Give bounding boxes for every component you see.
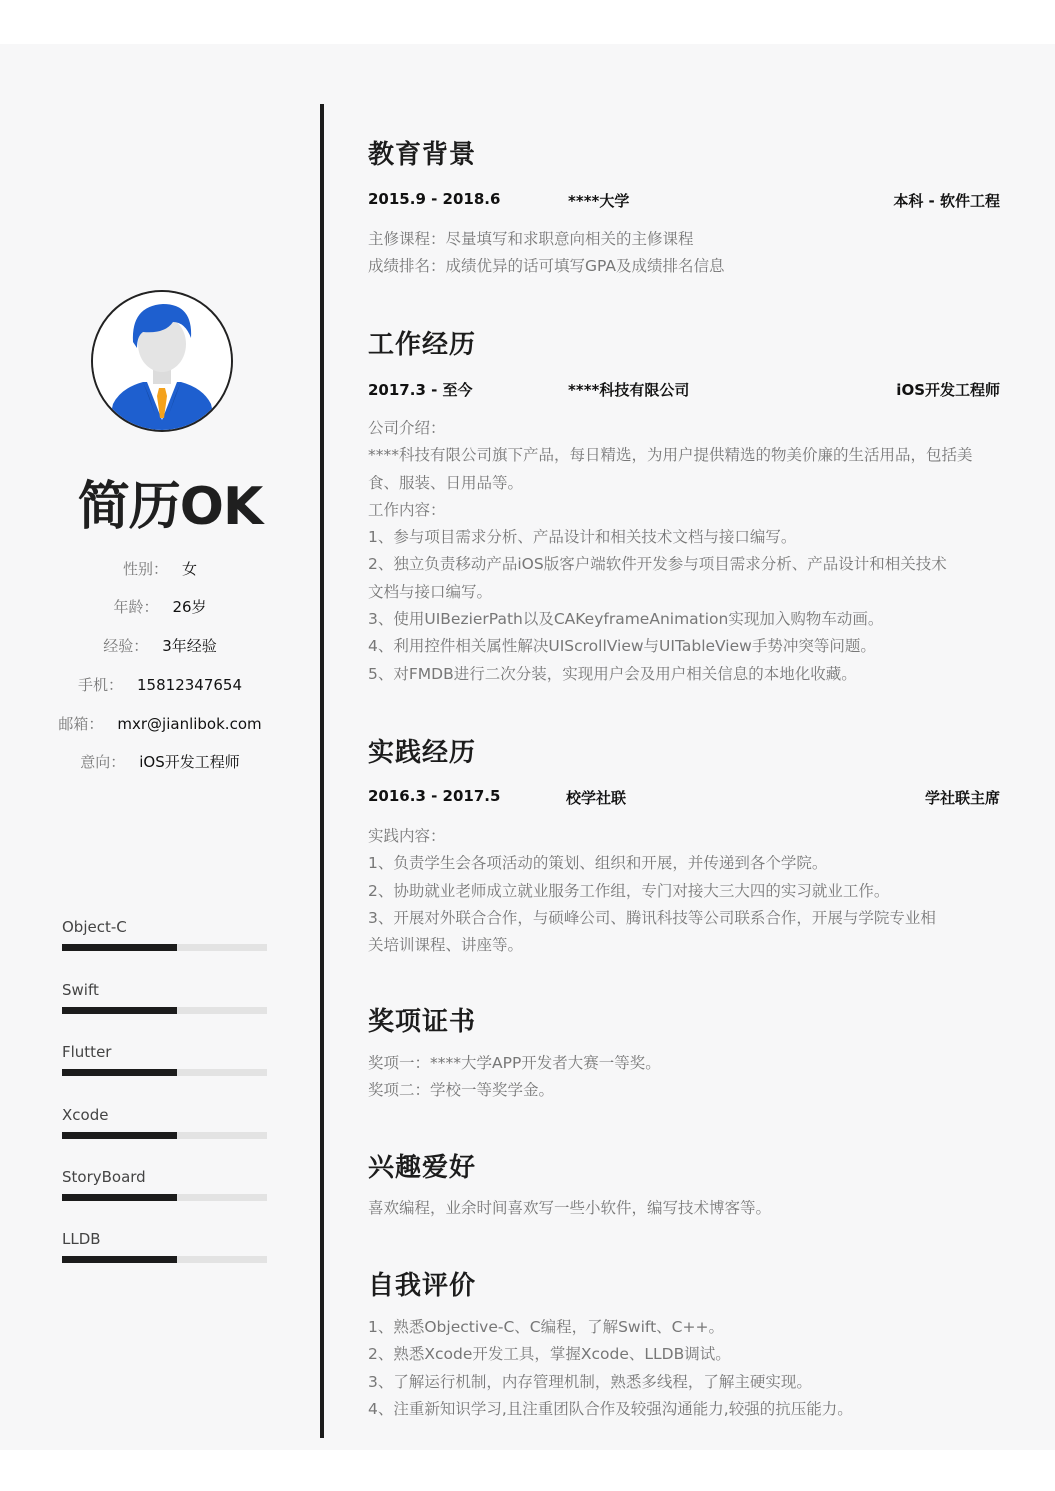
avatar-person-icon bbox=[93, 292, 231, 430]
info-label: 意向： bbox=[80, 753, 126, 771]
text-line: ****科技有限公司旗下产品，每日精选，为用户提供精选的物美价廉的生活用品，包括美 bbox=[368, 446, 973, 465]
section-title: 奖项证书 bbox=[368, 1007, 477, 1037]
section-title: 实践经历 bbox=[368, 738, 477, 768]
work-company: ****科技有限公司 bbox=[568, 381, 690, 399]
skill-name: Object-C bbox=[62, 918, 127, 936]
text-line: 主修课程：尽量填写和求职意向相关的主修课程 bbox=[368, 230, 694, 248]
hobbies-details bbox=[368, 1195, 1000, 1222]
skill-lldb bbox=[62, 1230, 267, 1263]
skill-name: Flutter bbox=[62, 1043, 112, 1061]
skill-bar bbox=[62, 1194, 267, 1201]
practice-role: 学社联主席 bbox=[924, 789, 1000, 807]
skill-name: LLDB bbox=[62, 1230, 101, 1248]
candidate-name: 简历OK bbox=[77, 477, 263, 537]
skill-bar-fill bbox=[62, 1007, 177, 1014]
work-role: iOS开发工程师 bbox=[896, 381, 1000, 399]
practice-header bbox=[368, 787, 1000, 809]
awards-details bbox=[368, 1050, 1000, 1105]
education-school: ****大学 bbox=[568, 192, 630, 210]
info-value: 女 bbox=[182, 560, 198, 578]
skill-name: Swift bbox=[62, 981, 99, 999]
education-section bbox=[368, 134, 1000, 171]
section-title: 教育背景 bbox=[368, 140, 477, 170]
work-header bbox=[368, 379, 1000, 401]
skill-bar bbox=[62, 1132, 267, 1139]
info-label: 手机： bbox=[78, 676, 124, 694]
info-intent bbox=[0, 751, 320, 772]
text-line: 关培训课程、讲座等。 bbox=[368, 936, 524, 955]
hobbies-section bbox=[368, 1147, 1000, 1184]
skill-bar bbox=[62, 944, 267, 951]
skill-object-c bbox=[62, 918, 267, 951]
info-value: 3年经验 bbox=[162, 637, 217, 655]
skill-bar-fill bbox=[62, 1132, 177, 1139]
skill-flutter bbox=[62, 1043, 267, 1076]
skill-bar-fill bbox=[62, 1256, 177, 1263]
text-line: 文档与接口编写。 bbox=[368, 582, 493, 601]
text-line: 实践内容： bbox=[368, 827, 446, 845]
section-title: 自我评价 bbox=[368, 1271, 477, 1301]
practice-details bbox=[368, 823, 1000, 959]
info-label: 年龄： bbox=[113, 598, 159, 616]
education-header bbox=[368, 190, 1000, 212]
education-details bbox=[368, 226, 1000, 281]
work-details bbox=[368, 415, 1000, 688]
text-line: 3、开展对外联合合作，与硕峰公司、腾讯科技等公司联系合作，开展与学院专业相 bbox=[368, 908, 936, 927]
info-phone bbox=[0, 674, 320, 695]
practice-section bbox=[368, 732, 1000, 769]
skill-bar-fill bbox=[62, 1194, 177, 1201]
skill-bar bbox=[62, 1256, 267, 1263]
info-value: iOS开发工程师 bbox=[139, 753, 240, 771]
text-line: 3、使用UIBezierPath以及CAKeyframeAnimation实现加入购物车动画。 bbox=[368, 610, 884, 629]
text-line: 喜欢编程，业余时间喜欢写一些小软件，编写技术博客等。 bbox=[368, 1199, 772, 1217]
info-label: 经验： bbox=[103, 637, 149, 655]
info-email bbox=[0, 713, 320, 734]
info-value: mxr@jianlibok.com bbox=[117, 715, 262, 733]
practice-org: 校学社联 bbox=[566, 789, 627, 807]
skill-name: StoryBoard bbox=[62, 1168, 146, 1186]
skill-bar bbox=[62, 1007, 267, 1014]
work-section bbox=[368, 324, 1000, 361]
info-label: 性别： bbox=[122, 560, 168, 578]
info-value: 15812347654 bbox=[137, 676, 242, 694]
text-line: 1、熟悉Objective-C、C编程，了解Swift、C++。 bbox=[368, 1318, 724, 1336]
skill-xcode bbox=[62, 1106, 267, 1139]
text-line: 1、负责学生会各项活动的策划、组织和开展，并传递到各个学院。 bbox=[368, 854, 828, 873]
text-line: 食、服装、日用品等。 bbox=[368, 473, 524, 492]
text-line: 公司介绍： bbox=[368, 419, 446, 437]
education-degree: 本科 - 软件工程 bbox=[893, 192, 1000, 210]
text-line: 5、对FMDB进行二次分装，实现用户会及用户相关信息的本地化收藏。 bbox=[368, 664, 857, 683]
skill-bar bbox=[62, 1069, 267, 1076]
awards-section bbox=[368, 1001, 1000, 1038]
education-date: 2015.9 - 2018.6 bbox=[368, 190, 501, 208]
evaluation-section bbox=[368, 1265, 1000, 1302]
skill-swift bbox=[62, 981, 267, 1014]
text-line: 4、利用控件相关属性解决UIScrollView与UITableView手势冲突等问题。 bbox=[368, 637, 876, 656]
practice-date: 2016.3 - 2017.5 bbox=[368, 787, 501, 805]
text-line: 工作内容： bbox=[368, 500, 446, 519]
skill-bar-fill bbox=[62, 944, 177, 951]
text-line: 1、参与项目需求分析、产品设计和相关技术文档与接口编写。 bbox=[368, 528, 797, 547]
info-label: 邮箱： bbox=[58, 715, 104, 733]
text-line: 4、注重新知识学习,且注重团队合作及较强沟通能力,较强的抗压能力。 bbox=[368, 1399, 853, 1418]
section-title: 工作经历 bbox=[368, 330, 477, 360]
info-value: 26岁 bbox=[172, 598, 207, 616]
text-line: 2、协助就业老师成立就业服务工作组，专门对接大三大四的实习就业工作。 bbox=[368, 881, 890, 900]
column-divider bbox=[320, 104, 324, 1438]
text-line: 2、独立负责移动产品iOS版客户端软件开发参与项目需求分析、产品设计和相关技术 bbox=[368, 555, 947, 574]
skill-name: Xcode bbox=[62, 1106, 109, 1124]
info-experience bbox=[0, 635, 320, 656]
evaluation-details bbox=[368, 1314, 1000, 1423]
text-line: 奖项一：****大学APP开发者大赛一等奖。 bbox=[368, 1054, 661, 1072]
skill-storyboard bbox=[62, 1168, 267, 1201]
work-date: 2017.3 - 至今 bbox=[368, 381, 473, 399]
text-line: 3、了解运行机制，内存管理机制，熟悉多线程，了解主硬实现。 bbox=[368, 1372, 812, 1391]
info-age bbox=[0, 596, 320, 617]
text-line: 成绩排名：成绩优异的话可填写GPA及成绩排名信息 bbox=[368, 257, 725, 276]
avatar bbox=[91, 290, 233, 432]
text-line: 奖项二：学校一等奖学金。 bbox=[368, 1081, 555, 1100]
skill-bar-fill bbox=[62, 1069, 177, 1076]
text-line: 2、熟悉Xcode开发工具，掌握Xcode、LLDB调试。 bbox=[368, 1345, 731, 1364]
section-title: 兴趣爱好 bbox=[368, 1153, 477, 1183]
info-gender bbox=[0, 558, 320, 579]
